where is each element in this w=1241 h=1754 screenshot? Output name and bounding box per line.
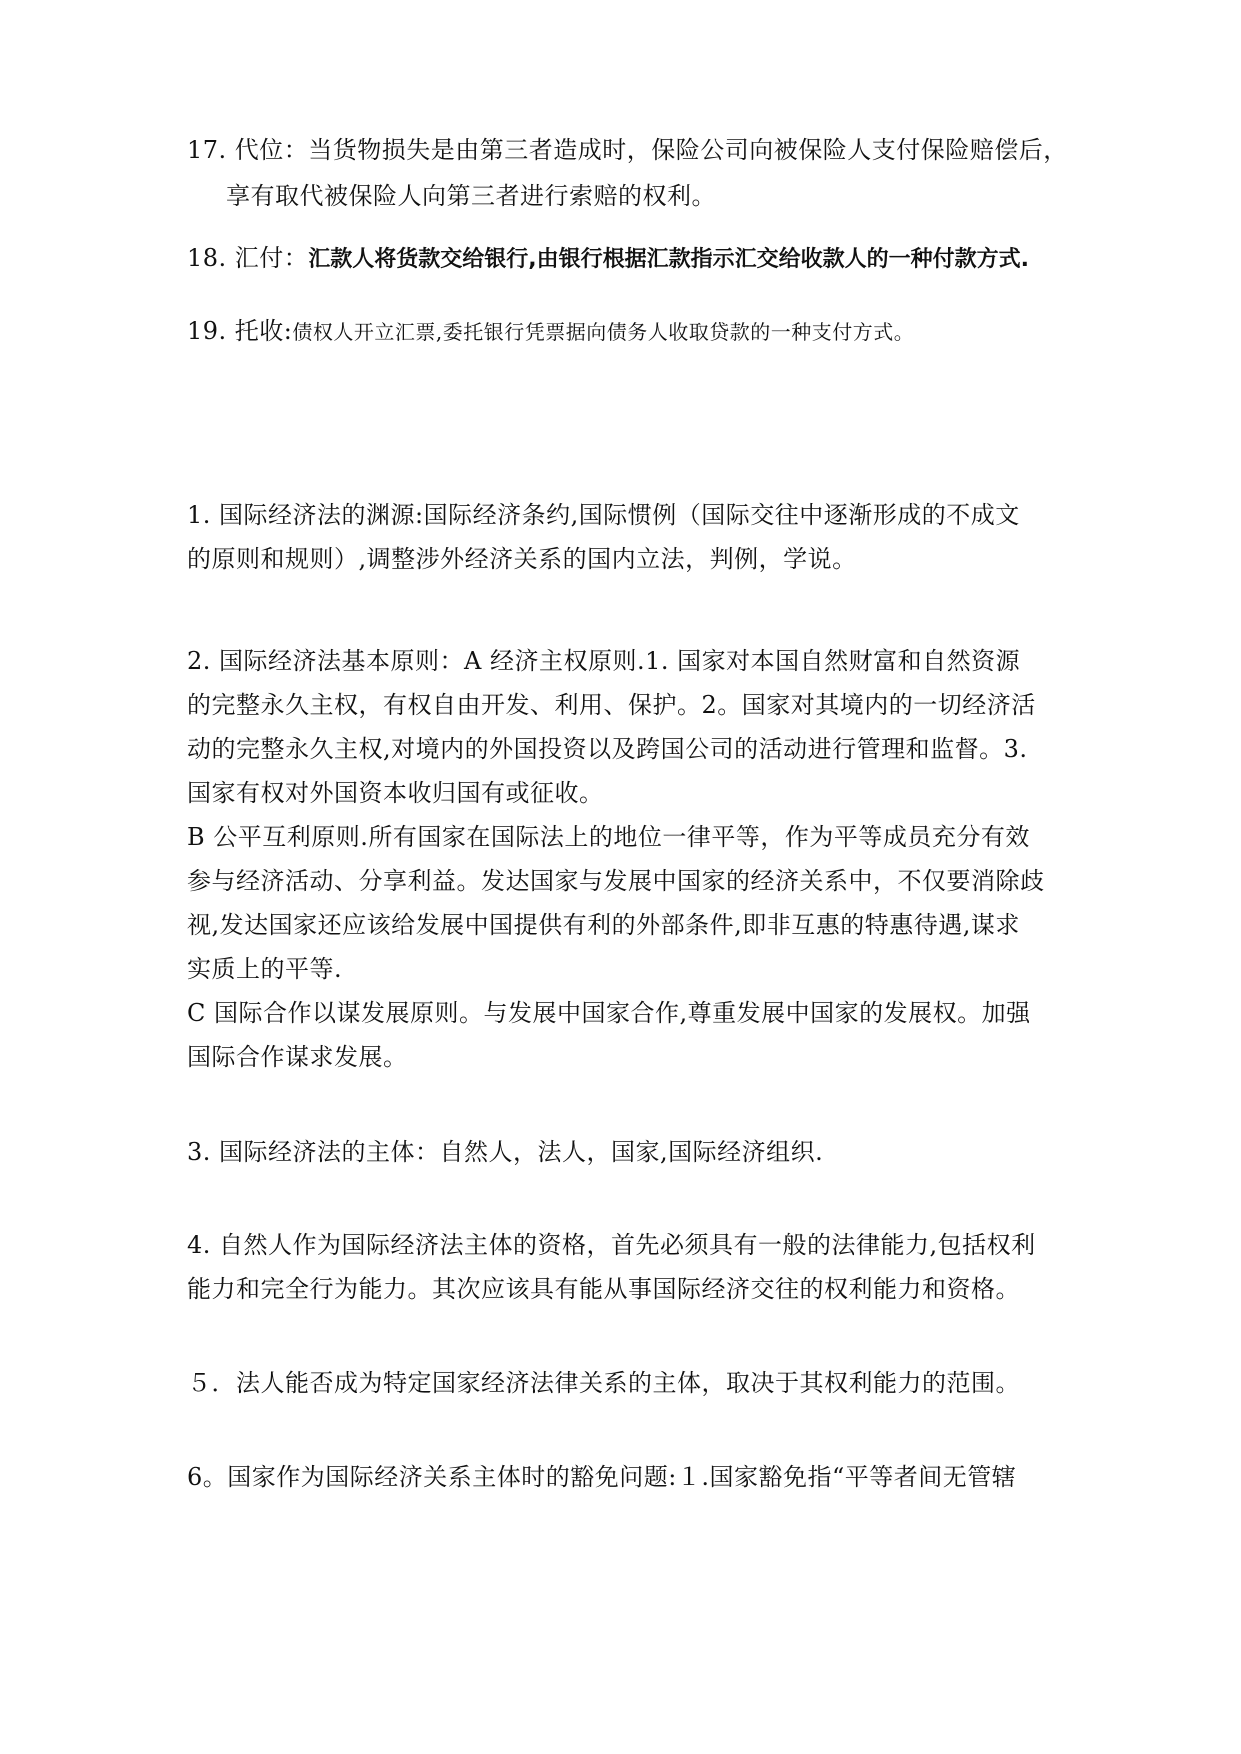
para-1-line-1: 1. 国际经济法的渊源:国际经济条约,国际惯例（国际交往中逐渐形成的不成文 [187, 501, 1020, 529]
para-2-line-5: B 公平互利原则.所有国家在国际法上的地位一律平等，作为平等成员充分有效 [187, 823, 1030, 851]
para-5-line-1: ５．法人能否成为特定国家经济法律关系的主体，取决于其权利能力的范围。 [187, 1369, 1020, 1397]
para-2-line-4: 国家有权对外国资本收归国有或征收。 [187, 779, 604, 807]
item-17-line-1: 17. 代位：当货物损失是由第三者造成时，保险公司向被保险人支付保险赔偿后， [187, 136, 1068, 164]
item-18-prefix: 18. 汇付： [187, 244, 309, 272]
item-18 [187, 240, 1029, 278]
item-19-text: 债权人开立汇票,委托银行凭票据向债务人收取贷款的一种支付方式。 [292, 320, 915, 344]
item-17-line-2: 享有取代被保险人向第三者进行索赔的权利。 [226, 182, 716, 210]
item-19 [187, 313, 914, 350]
para-4-line-1: 4. 自然人作为国际经济法主体的资格，首先必须具有一般的法律能力,包括权利 [187, 1231, 1036, 1259]
para-2-line-8: 实质上的平等. [187, 955, 343, 983]
para-4-line-2: 能力和完全行为能力。其次应该具有能从事国际经济交往的权利能力和资格。 [187, 1275, 1020, 1303]
para-1-line-2: 的原则和规则）,调整涉外经济关系的国内立法，判例，学说。 [187, 545, 857, 573]
para-2-line-6: 参与经济活动、分享利益。发达国家与发展中国家的经济关系中，不仅要消除歧 [187, 867, 1045, 895]
para-3-line-1: 3. 国际经济法的主体：自然人，法人，国家,国际经济组织. [187, 1138, 824, 1166]
para-2-line-1: 2. 国际经济法基本原则：A 经济主权原则.1. 国家对本国自然财富和自然资源 [187, 647, 1021, 675]
para-2-line-7: 视,发达国家还应该给发展中国提供有利的外部条件,即非互惠的特惠待遇,谋求 [187, 911, 1020, 939]
para-2-line-2: 的完整永久主权，有权自由开发、利用、保护。2。国家对其境内的一切经济活 [187, 691, 1036, 719]
para-6-line-1: 6。国家作为国际经济关系主体时的豁免问题:１.国家豁免指“平等者间无管辖 [187, 1463, 1017, 1491]
item-18-text: 汇款人将货款交给银行,由银行根据汇款指示汇交给收款人的一种付款方式. [308, 247, 1030, 272]
item-19-prefix: 19. 托收: [187, 317, 293, 345]
para-2-line-9: C 国际合作以谋发展原则。与发展中国家合作,尊重发展中国家的发展权。加强 [187, 999, 1031, 1027]
para-2-line-3: 动的完整永久主权,对境内的外国投资以及跨国公司的活动进行管理和监督。3. [187, 735, 1028, 763]
para-2-line-10: 国际合作谋求发展。 [187, 1043, 408, 1071]
